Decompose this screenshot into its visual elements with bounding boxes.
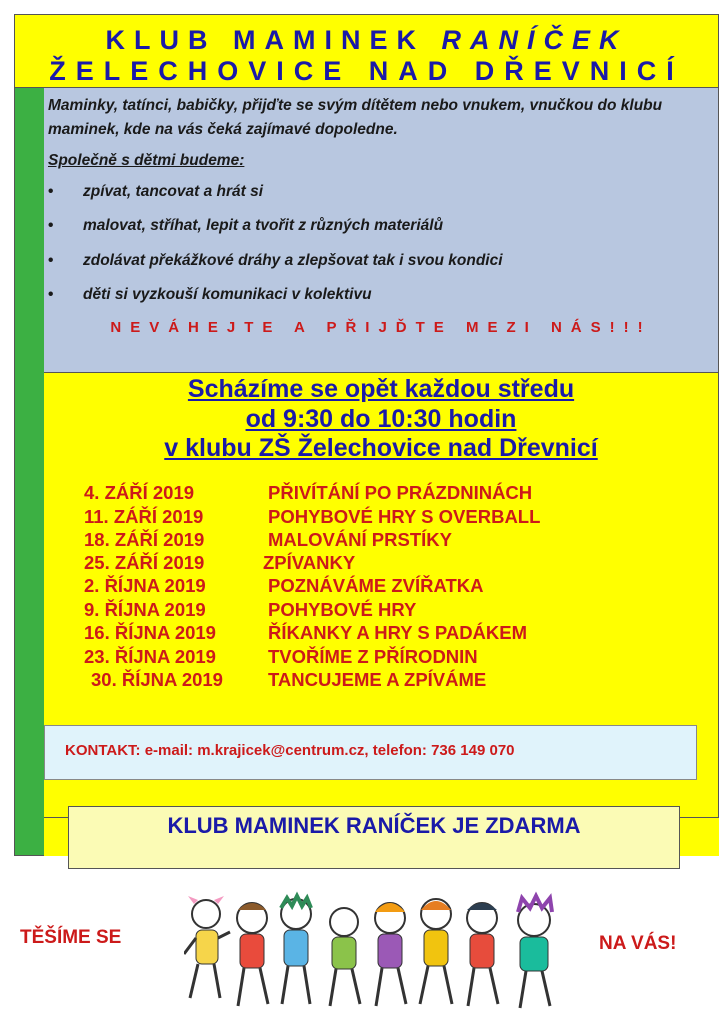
contact-text: KONTAKT: e-mail: m.krajicek@centrum.cz, telefon: 736 149 070 [65, 742, 515, 759]
schedule-date: 16. ŘÍJNA 2019 [84, 622, 216, 643]
child-figure [281, 896, 311, 1004]
footer-greeting-left: TĚŠÍME SE [20, 927, 122, 948]
schedule-date: 23. ŘÍJNA 2019 [84, 646, 216, 667]
bullet-icon: • [48, 286, 54, 303]
meeting-line-3: v klubu ZŠ Želechovice nad Dřevnicí [164, 434, 598, 462]
activity-text: zpívat, tancovat a hrát si [83, 183, 264, 200]
schedule-date: 25. ZÁŘÍ 2019 [84, 552, 205, 573]
schedule-date: 2. ŘÍJNA 2019 [84, 575, 206, 596]
schedule-date: 9. ŘÍJNA 2019 [84, 599, 206, 620]
schedule-event: TVOŘÍME Z PŘÍRODNIN [268, 646, 478, 667]
green-sidebar [14, 88, 44, 856]
bullet-icon: • [48, 183, 54, 200]
schedule-event: TANCUJEME A ZPÍVÁME [268, 669, 487, 690]
schedule-date: 11. ZÁŘÍ 2019 [84, 506, 204, 527]
meeting-line-1: Scházíme se opět každou středu [187, 375, 575, 403]
activity-text: zdolávat překážkové dráhy a zlepšovat tak i svou kondici [83, 252, 503, 269]
child-figure [467, 903, 498, 1006]
header-banner [14, 14, 719, 88]
schedule-event: ŘÍKANKY A HRY S PADÁKEM [268, 622, 528, 643]
call-to-action: NEVÁHEJTE A PŘIJĎTE MEZI NÁS!!! [110, 319, 652, 336]
bullet-icon: • [48, 217, 54, 234]
town-title: ŽELECHOVICE NAD DŘEVNICÍ [49, 56, 684, 86]
child-figure [237, 903, 268, 1006]
club-title-text: KLUB MAMINEK [105, 25, 442, 55]
activities-heading: Společně s dětmi budeme: [48, 152, 245, 169]
child-figure [375, 903, 406, 1006]
schedule-date: 4. ZÁŘÍ 2019 [84, 482, 195, 503]
schedule-date: 18. ZÁŘÍ 2019 [84, 529, 205, 550]
contact-box [44, 725, 697, 780]
child-figure [420, 899, 452, 1004]
schedule-event: POHYBOVÉ HRY S OVERBALL [268, 506, 541, 527]
free-banner-text: KLUB MAMINEK RANÍČEK JE ZDARMA [167, 813, 581, 838]
free-banner [68, 806, 680, 869]
children-illustration [184, 888, 576, 1016]
schedule-event: POHYBOVÉ HRY [268, 599, 417, 620]
schedule-date: 30. ŘÍJNA 2019 [91, 669, 223, 690]
intro-paragraph: Maminky, tatínci, babičky, přijďte se svým dítětem nebo vnukem, vnučkou do klubu maminek, kde na vás čeká zajímavé dopoledne. [48, 97, 663, 138]
child-figure [330, 908, 360, 1006]
child-figure [518, 896, 552, 1008]
schedule-event: POZNÁVÁME ZVÍŘATKA [268, 575, 484, 596]
activity-text: děti si vyzkouší komunikaci v kolektivu [83, 286, 372, 303]
intro-panel [44, 88, 719, 372]
schedule-event: MALOVÁNÍ PRSTÍKY [268, 529, 452, 550]
club-title [15, 25, 718, 56]
bullet-icon: • [48, 252, 54, 269]
club-name: RANÍČEK [441, 25, 628, 55]
child-figure [184, 896, 230, 998]
schedule-event: ZPÍVANKY [263, 552, 356, 573]
meeting-line-2: od 9:30 do 10:30 hodin [245, 405, 517, 433]
footer-greeting-right: NA VÁS! [599, 933, 677, 954]
schedule-event: PŘIVÍTÁNÍ PO PRÁZDNINÁCH [268, 482, 533, 503]
activity-text: malovat, stříhat, lepit a tvořit z různých materiálů [83, 217, 444, 234]
